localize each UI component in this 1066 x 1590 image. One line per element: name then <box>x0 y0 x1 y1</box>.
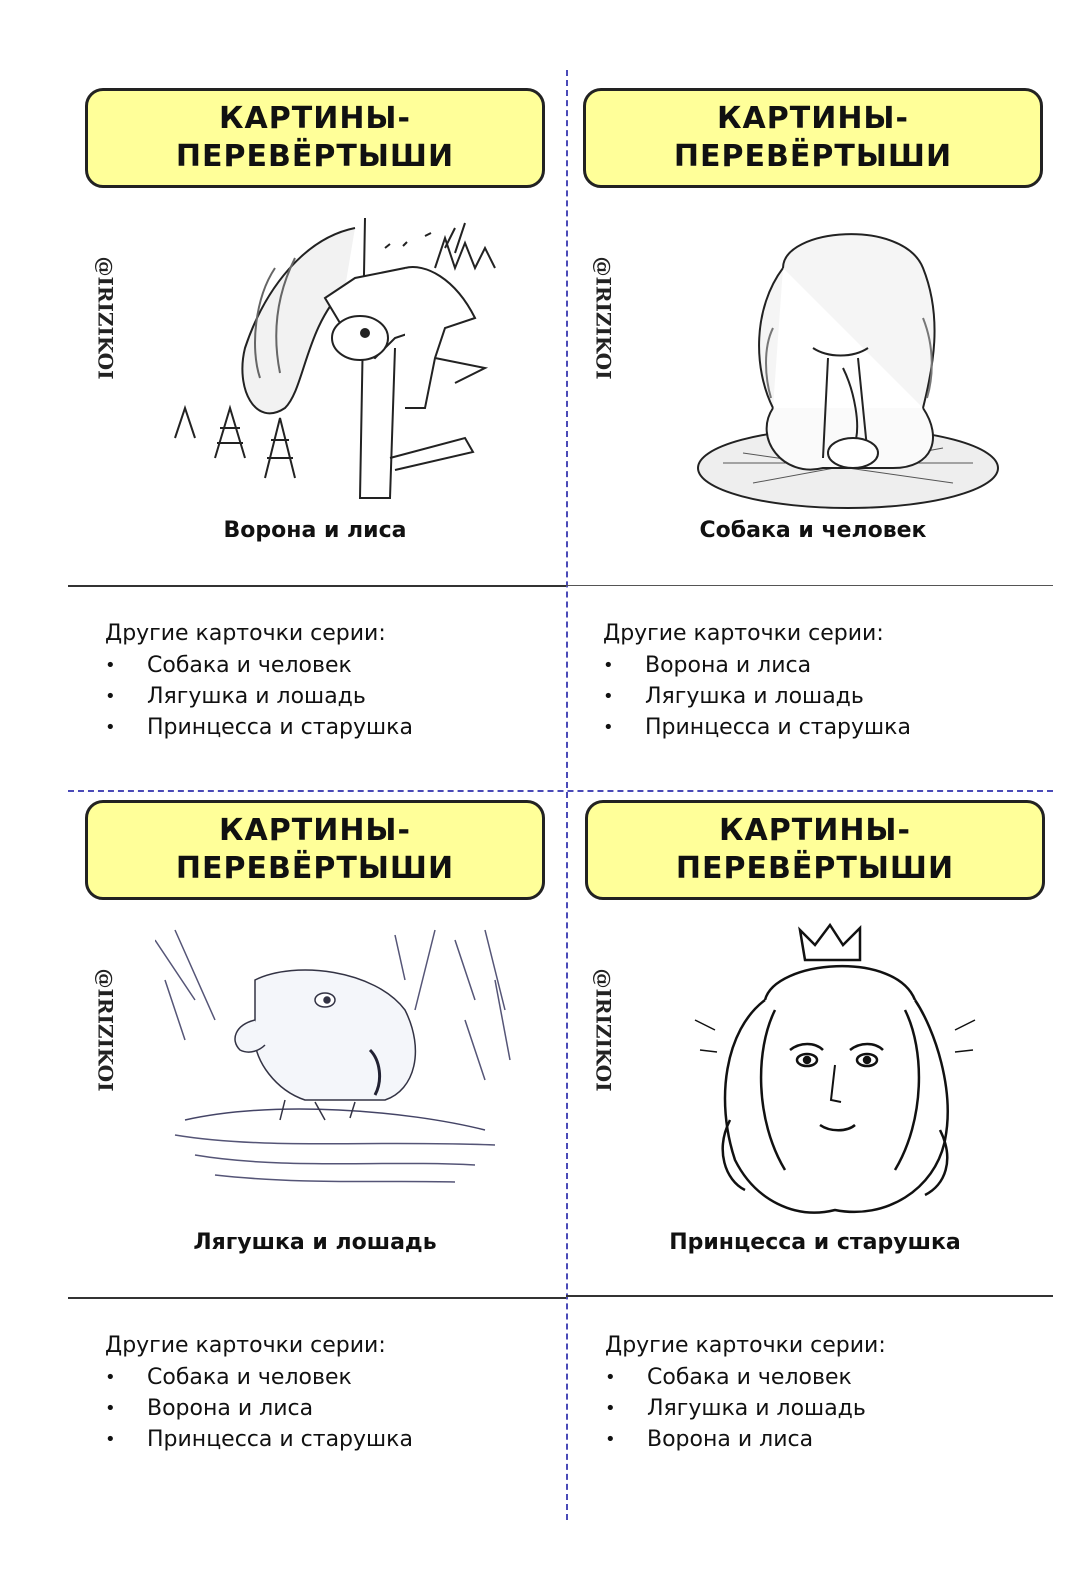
card-title-banner <box>583 88 1043 188</box>
list-item: • Ворона и лиса <box>105 1393 545 1424</box>
card-title-banner <box>585 800 1045 900</box>
list-item: • Принцесса и старушка <box>603 712 1043 743</box>
card-title-line: КАРТИНЫ- <box>719 813 911 848</box>
list-item: • Принцесса и старушка <box>105 1424 545 1455</box>
other-cards-list <box>603 618 1043 743</box>
card-title-line: ПЕРЕВЁРТЫШИ <box>175 851 455 886</box>
list-item: • Принцесса и старушка <box>105 712 545 743</box>
card-title-line: КАРТИНЫ- <box>219 813 411 848</box>
watermark-text: @IRIZIKOI <box>591 256 616 380</box>
princess-and-old-woman-illustration-icon <box>655 920 1015 1230</box>
other-cards-list <box>105 1330 545 1455</box>
card-title-line: ПЕРЕВЁРТЫШИ <box>673 139 953 174</box>
dog-and-man-illustration-icon <box>653 208 1013 518</box>
watermark-text: @IRIZIKOI <box>591 968 616 1092</box>
watermark <box>90 243 120 393</box>
list-item: • Лягушка и лошадь <box>605 1393 1045 1424</box>
fold-line <box>566 1295 1053 1297</box>
vertical-cut-line <box>566 70 568 1520</box>
other-cards-heading: Другие карточки серии: <box>603 621 884 646</box>
watermark-text: @IRIZIKOI <box>93 256 118 380</box>
list-item: • Лягушка и лошадь <box>105 681 545 712</box>
fold-line <box>68 585 566 587</box>
fold-line <box>566 585 1053 586</box>
other-cards-heading: Другие карточки серии: <box>105 1333 386 1358</box>
fold-line <box>68 1297 566 1299</box>
list-item: • Собака и человек <box>105 650 545 681</box>
watermark <box>588 955 618 1105</box>
watermark <box>90 955 120 1105</box>
card-caption: Лягушка и лошадь <box>193 1230 437 1255</box>
list-item: • Собака и человек <box>605 1362 1045 1393</box>
card-title-line: КАРТИНЫ- <box>717 101 909 136</box>
card-title-line: ПЕРЕВЁРТЫШИ <box>675 851 955 886</box>
list-item: • Ворона и лиса <box>603 650 1043 681</box>
other-cards-heading: Другие карточки серии: <box>105 621 386 646</box>
other-cards-heading: Другие карточки серии: <box>605 1333 886 1358</box>
crow-and-fox-illustration-icon <box>155 208 515 518</box>
card-title-banner <box>85 88 545 188</box>
watermark <box>588 243 618 393</box>
frog-and-horse-illustration-icon <box>155 920 515 1230</box>
card-title-banner <box>85 800 545 900</box>
other-cards-list <box>105 618 545 743</box>
other-cards-list <box>605 1330 1045 1455</box>
card-title-line: ПЕРЕВЁРТЫШИ <box>175 139 455 174</box>
card-title-line: КАРТИНЫ- <box>219 101 411 136</box>
card-caption: Принцесса и старушка <box>669 1230 961 1255</box>
card-caption: Собака и человек <box>699 518 927 543</box>
card-caption: Ворона и лиса <box>223 518 407 543</box>
watermark-text: @IRIZIKOI <box>93 968 118 1092</box>
list-item: • Лягушка и лошадь <box>603 681 1043 712</box>
horizontal-cut-line <box>68 790 1053 792</box>
list-item: • Ворона и лиса <box>605 1424 1045 1455</box>
list-item: • Собака и человек <box>105 1362 545 1393</box>
